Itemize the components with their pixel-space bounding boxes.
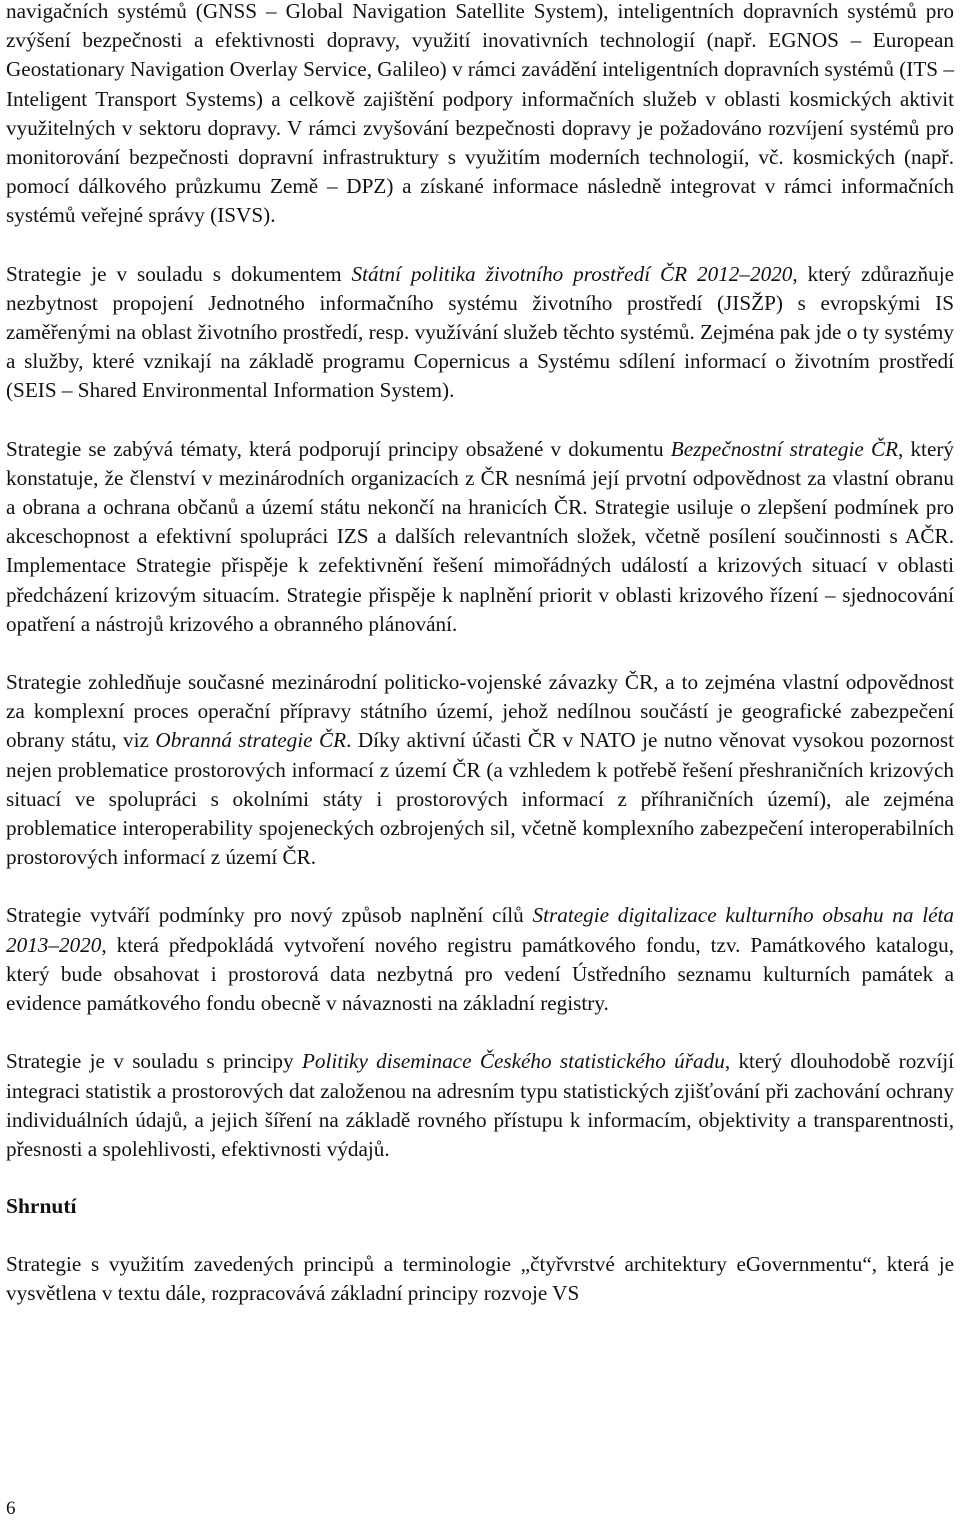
document-page (6, 0, 954, 1309)
document-title-reference: Obranná strategie ČR (155, 728, 347, 753)
text-run: Strategie vytváří podmínky pro nový způsob naplnění cílů (6, 903, 533, 928)
document-title-reference: Bezpečnostní strategie ČR (670, 436, 899, 461)
body-paragraph (6, 0, 954, 231)
text-run: Strategie je v souladu s principy (6, 1049, 302, 1074)
body-paragraph (6, 668, 954, 872)
page-number: 6 (6, 1498, 16, 1519)
text-run: , který dlouhodobě rozvíjí integraci statistik a prostorových dat založenou na adresním typu statistických zjišťování při zachování ochrany individuálních údajů, a jejich šíření na základě rovného přístupu k informacím, objektivity a transparentnosti, přesnosti a spolehlivosti, efektivnosti výdajů. (6, 1049, 954, 1161)
body-paragraph (6, 901, 954, 1018)
body-paragraph (6, 260, 954, 406)
text-run: Strategie se zabývá tématy, která podporují principy obsažené v dokumentu (6, 436, 671, 461)
document-body (6, 0, 954, 1164)
document-title-reference: Státní politika životního prostředí ČR 2012–2020 (351, 261, 793, 286)
section-heading: Shrnutí (6, 1194, 77, 1219)
text-run: navigačních systémů (GNSS – Global Navigation Satellite System), inteligentních dopravních systémů pro zvýšení bezpečnosti a efektivnosti dopravy, využití inovativních technologií (např. EGNOS – European Geostationary Navigation Overlay Service, Galileo) v rámci zavádění inteligentních dopravních systémů (ITS – Inteligent Transport Systems) a celkově zajištění podpory informačních služeb v oblasti kosmických aktivit využitelných v sektoru dopravy. V rámci zvyšování bezpečnosti dopravy je požadováno rozvíjení systémů pro monitorování bezpečnosti dopravní infrastruktury s využitím moderních technologií, vč. kosmických (např. pomocí dálkového průzkumu Země – DPZ) a získané informace následně integrovat v rámci informačních systémů veřejné správy (ISVS). (6, 0, 954, 228)
document-title-reference: Politiky diseminace Českého statistického úřadu (301, 1049, 725, 1074)
text-run: , který konstatuje, že členství v mezinárodních organizacích z ČR nesnímá její prvotní odpovědnost za vlastní obranu a obrana a ochrana občanů a území státu nekončí na hranicích ČR. Strategie usiluje o zlepšení podmínek pro akceschopnost a efektivní spolupráci IZS a dalších relevantních složek, včetně posílení součinnosti s AČR. Implementace Strategie přispěje k zefektivnění řešení mimořádných událostí a krizových situací v oblasti předcházení krizovým situacím. Strategie přispěje k naplnění priorit v oblasti krizového řízení – sjednocování opatření a nástrojů krizového a obranného plánování. (6, 436, 954, 636)
text-run: Strategie s využitím zavedených principů a terminologie „čtyřvrstvé architektury eGovernmentu“, která je vysvětlena v textu dále, rozpracovává základní principy rozvoje VS (6, 1252, 954, 1306)
text-run: . Díky aktivní účasti ČR v NATO je nutno věnovat vysokou pozornost nejen problematice prostorových informací z území ČR (a vzhledem k potřebě řešení přeshraničních krizových situací ve spolupráci s okolními státy i prostorových informací z příhraničních území), ale zejména problematice interoperability spojeneckých ozbrojených sil, včetně komplexního zabezpečení interoperabilních prostorových informací z území ČR. (6, 728, 954, 870)
summary-paragraph (6, 1250, 954, 1308)
text-run: , který zdůrazňuje nezbytnost propojení Jednotného informačního systému životního prostředí (JISŽP) s evropskými IS zaměřenými na oblast životního prostředí, resp. využívání služeb těchto systémů. Zejména pak jde o ty systémy a služby, které vznikají na základě programu Copernicus a Systému sdílení informací o životním prostředí (SEIS – Shared Environmental Information System). (6, 261, 954, 403)
document-title-reference: Strategie digitalizace kulturního obsahu na léta 2013–2020 (6, 903, 954, 957)
text-run: Strategie je v souladu s dokumentem (6, 261, 352, 286)
body-paragraph (6, 435, 954, 639)
body-paragraph (6, 1047, 954, 1164)
text-run: , která předpokládá vytvoření nového registru památkového fondu, tzv. Památkového katalogu, který bude obsahovat i prostorová data nezbytná pro vedení Ústředního seznamu kulturních památek a evidence památkového fondu obecně v návaznosti na základní registry. (6, 932, 954, 1016)
text-run: Strategie zohledňuje současné mezinárodní politicko-vojenské závazky ČR, a to zejména vlastní odpovědnost za komplexní proces operační přípravy státního území, jehož nedílnou součástí je geografické zabezpečení obrany státu, viz (6, 670, 954, 753)
